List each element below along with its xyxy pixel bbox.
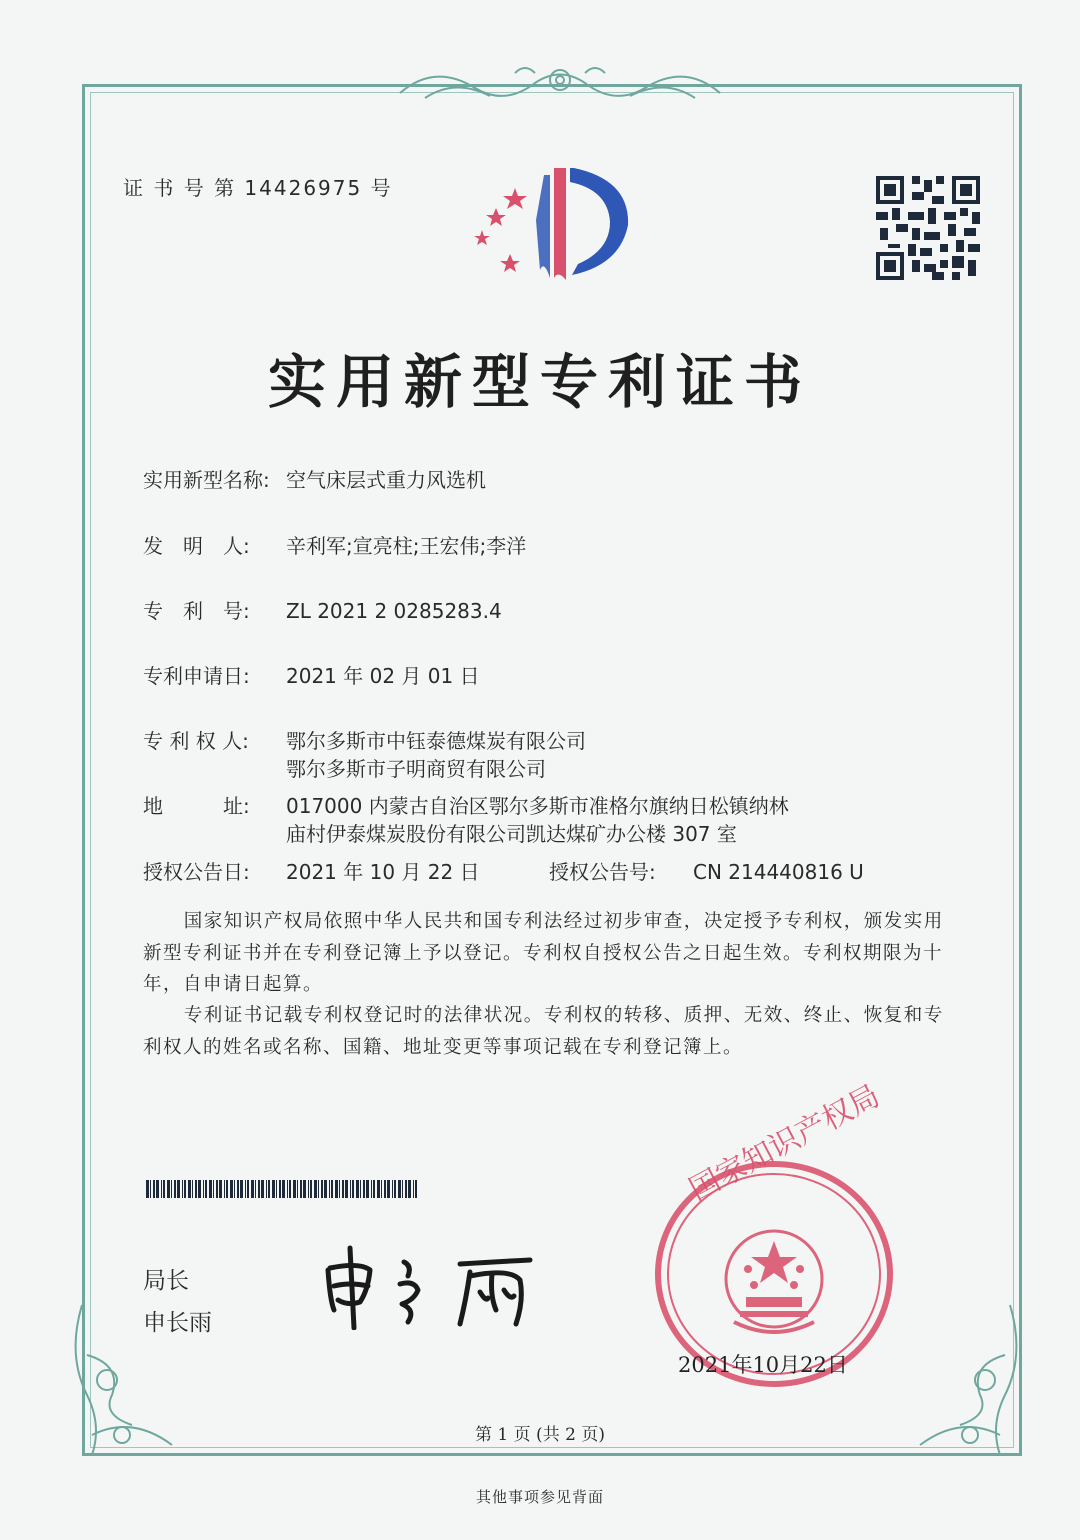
certificate-title: 实用新型专利证书 bbox=[267, 348, 812, 416]
barcode-icon bbox=[146, 1180, 418, 1198]
barcode-bar bbox=[219, 1180, 222, 1198]
barcode-bar bbox=[373, 1180, 375, 1198]
certificate-number: 证 书 号 第 14426975 号 bbox=[123, 176, 393, 200]
filing-date-value: 2021 年 02 月 01 日 bbox=[286, 664, 480, 688]
barcode-bar bbox=[381, 1180, 382, 1198]
barcode-bar bbox=[352, 1180, 354, 1198]
address-value-2: 庙村伊泰煤炭股份有限公司凯达煤矿办公楼 307 室 bbox=[286, 822, 737, 846]
legal-status-paragraph: 专利证书记载专利权登记时的法律状况。专利权的转移、质押、无效、终止、恢复和专利权人的姓名或名称、国籍、地址变更等事项记载在专利登记簿上。 bbox=[143, 1005, 944, 1058]
barcode-bar bbox=[266, 1180, 267, 1198]
patent-number-label: 专 利 号: bbox=[143, 599, 250, 623]
inventor-label: 发 明 人: bbox=[143, 534, 250, 558]
cnipa-logo-icon bbox=[470, 160, 640, 290]
barcode-bar bbox=[230, 1180, 233, 1198]
barcode-bar bbox=[182, 1180, 183, 1198]
address-value-1: 017000 内蒙古自治区鄂尔多斯市准格尔旗纳日松镇纳林 bbox=[286, 794, 789, 818]
barcode-bar bbox=[150, 1180, 151, 1198]
barcode-bar bbox=[146, 1180, 149, 1198]
barcode-bar bbox=[335, 1180, 338, 1198]
barcode-bar bbox=[213, 1180, 214, 1198]
barcode-bar bbox=[156, 1180, 159, 1198]
top-ornament-icon bbox=[395, 58, 725, 108]
barcode-bar bbox=[261, 1180, 264, 1198]
director-signature bbox=[320, 1240, 560, 1330]
barcode-bar bbox=[272, 1180, 275, 1198]
barcode-bar bbox=[345, 1180, 348, 1198]
barcode-bar bbox=[258, 1180, 260, 1198]
barcode-bar bbox=[226, 1180, 228, 1198]
barcode-bar bbox=[394, 1180, 396, 1198]
barcode-bar bbox=[297, 1180, 298, 1198]
barcode-bar bbox=[224, 1180, 225, 1198]
barcode-bar bbox=[255, 1180, 256, 1198]
barcode-bar bbox=[279, 1180, 281, 1198]
seal-date: 2021年10月22日 bbox=[678, 1353, 848, 1377]
patentee-value-2: 鄂尔多斯市子明商贸有限公司 bbox=[286, 757, 546, 781]
utility-model-name-value: 空气床层式重力风选机 bbox=[286, 468, 486, 492]
barcode-bar bbox=[356, 1180, 359, 1198]
grant-date-label: 授权公告日: bbox=[143, 860, 250, 884]
barcode-bar bbox=[377, 1180, 380, 1198]
grant-number-label: 授权公告号: bbox=[549, 860, 656, 884]
barcode-bar bbox=[398, 1180, 401, 1198]
barcode-bar bbox=[413, 1180, 414, 1198]
barcode-bar bbox=[245, 1180, 246, 1198]
barcode-bar bbox=[282, 1180, 285, 1198]
barcode-bar bbox=[247, 1180, 249, 1198]
barcode-bar bbox=[174, 1180, 176, 1198]
barcode-bar bbox=[363, 1180, 365, 1198]
barcode-bar bbox=[163, 1180, 165, 1198]
barcode-bar bbox=[329, 1180, 330, 1198]
barcode-bar bbox=[339, 1180, 340, 1198]
address-label: 地 址: bbox=[143, 794, 250, 818]
barcode-bar bbox=[408, 1180, 411, 1198]
barcode-bar bbox=[342, 1180, 344, 1198]
grant-statement-paragraph: 国家知识产权局依照中华人民共和国专利法经过初步审查，决定授予专利权，颁发实用新型专利证书并在专利登记簿上予以登记。专利权自授权公告之日起生效。专利权期限为十年，自申请日起算。 bbox=[143, 911, 944, 995]
barcode-bar bbox=[318, 1180, 319, 1198]
barcode-bar bbox=[171, 1180, 172, 1198]
barcode-bar bbox=[184, 1180, 186, 1198]
patent-number-value: ZL 2021 2 0285283.4 bbox=[286, 599, 502, 623]
barcode-bar bbox=[209, 1180, 212, 1198]
barcode-bar bbox=[387, 1180, 390, 1198]
barcode-bar bbox=[237, 1180, 239, 1198]
barcode-bar bbox=[203, 1180, 204, 1198]
barcode-bar bbox=[310, 1180, 312, 1198]
barcode-bar bbox=[240, 1180, 243, 1198]
barcode-bar bbox=[371, 1180, 372, 1198]
barcode-bar bbox=[188, 1180, 191, 1198]
barcode-bar bbox=[216, 1180, 218, 1198]
barcode-bar bbox=[402, 1180, 403, 1198]
page-indicator: 第 1 页 (共 2 页) bbox=[475, 1425, 605, 1445]
barcode-bar bbox=[251, 1180, 254, 1198]
barcode-bar bbox=[276, 1180, 277, 1198]
barcode-bar bbox=[198, 1180, 201, 1198]
barcode-bar bbox=[161, 1180, 162, 1198]
barcode-bar bbox=[268, 1180, 270, 1198]
barcode-bar bbox=[314, 1180, 317, 1198]
barcode-bar bbox=[366, 1180, 369, 1198]
barcode-bar bbox=[392, 1180, 393, 1198]
director-title: 局长 bbox=[143, 1268, 189, 1294]
back-note: 其他事项参见背面 bbox=[475, 1488, 604, 1506]
utility-model-name-label: 实用新型名称: bbox=[143, 468, 270, 492]
barcode-bar bbox=[331, 1180, 333, 1198]
grant-number-value: CN 214440816 U bbox=[693, 860, 864, 884]
inventor-value: 辛利军;宣亮柱;王宏伟;李洋 bbox=[286, 534, 527, 558]
seal-text: 国家知识产权局 bbox=[683, 1078, 886, 1208]
barcode-bar bbox=[205, 1180, 207, 1198]
barcode-bar bbox=[321, 1180, 323, 1198]
patentee-value-1: 鄂尔多斯市中钰泰德煤炭有限公司 bbox=[286, 729, 586, 753]
barcode-bar bbox=[384, 1180, 386, 1198]
barcode-bar bbox=[324, 1180, 327, 1198]
barcode-bar bbox=[293, 1180, 296, 1198]
barcode-bar bbox=[177, 1180, 180, 1198]
barcode-bar bbox=[405, 1180, 407, 1198]
barcode-bar bbox=[167, 1180, 170, 1198]
barcode-bar bbox=[287, 1180, 288, 1198]
barcode-bar bbox=[300, 1180, 302, 1198]
qr-code-icon bbox=[876, 176, 980, 280]
barcode-bar bbox=[192, 1180, 193, 1198]
barcode-bar bbox=[289, 1180, 291, 1198]
director-name: 申长雨 bbox=[143, 1310, 212, 1336]
barcode-bar bbox=[415, 1180, 417, 1198]
filing-date-label: 专利申请日: bbox=[143, 664, 250, 688]
barcode-bar bbox=[308, 1180, 309, 1198]
patentee-label: 专 利 权 人: bbox=[143, 729, 249, 753]
barcode-bar bbox=[360, 1180, 361, 1198]
barcode-bar bbox=[303, 1180, 306, 1198]
grant-date-value: 2021 年 10 月 22 日 bbox=[286, 860, 480, 884]
barcode-bar bbox=[195, 1180, 197, 1198]
barcode-bar bbox=[153, 1180, 155, 1198]
barcode-bar bbox=[234, 1180, 235, 1198]
barcode-bar bbox=[350, 1180, 351, 1198]
